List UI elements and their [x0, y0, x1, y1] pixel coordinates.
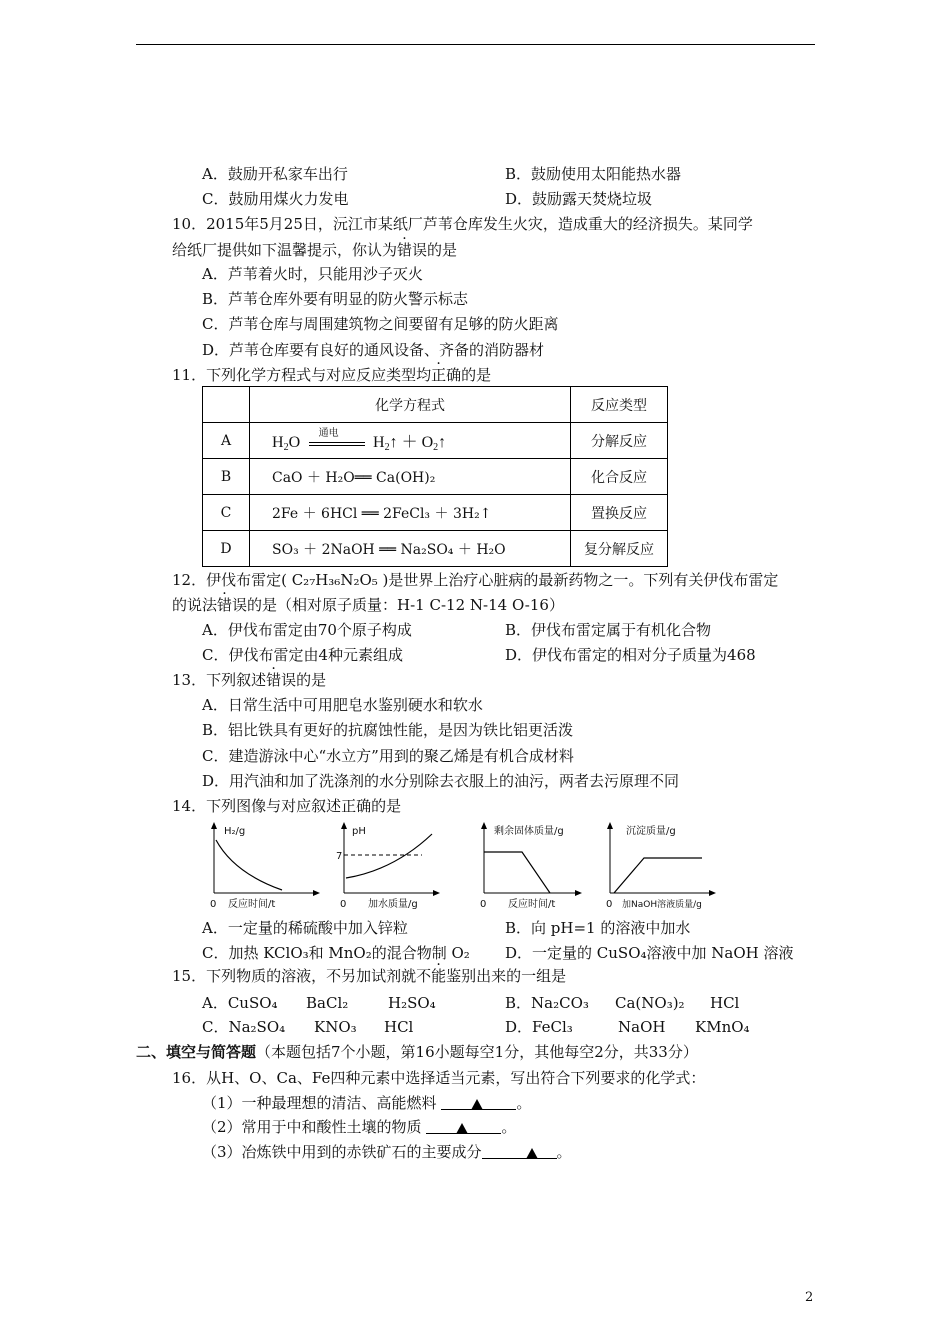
type-c: 置换反应	[571, 495, 668, 531]
graph-d-ylabel: 沉淀质量/g	[626, 826, 676, 837]
triangle-icon	[526, 1148, 538, 1159]
equation-d: SO₃ ＋ 2NaOH ══ Na₂SO₄ ＋ H₂O	[250, 531, 571, 567]
q10-option-d: D．芦苇仓库要有良好的通风设备、齐备的消防器材	[202, 341, 545, 359]
q16-part-1: （1）一种最理想的清洁、高能燃料 。	[202, 1094, 532, 1112]
equation-a: $H_2O$ 通电 $H_2↑$ ＋ $O_2↑$	[250, 423, 571, 459]
q11-stem: 11．下列化学方程式与对应反应类型均正确的是	[172, 366, 492, 384]
row-label: B	[203, 459, 250, 495]
q14-option-a: A．一定量的稀硫酸中加入锌粒	[202, 919, 408, 937]
page-number: 2	[805, 1290, 814, 1305]
equation-c: 2Fe ＋ 6HCl ══ 2FeCl₃ ＋ 3H₂↑	[250, 495, 571, 531]
graph-a-xlabel: 反应时间/t	[228, 899, 276, 910]
graph-d-xlabel: 加NaOH溶液质量/g	[622, 900, 702, 910]
q13-option-a: A．日常生活中可用肥皂水鉴别硬水和软水	[202, 696, 483, 714]
row-label: A	[203, 423, 250, 459]
q15-stem: 15．下列物质的溶液，不另加试剂就不能鉴别出来的一组是	[172, 967, 567, 985]
q12-stem-line2: 的说法错误的是（相对原子质量：H-1 C-12 N-14 O-16）	[172, 596, 564, 614]
section-2-heading: 二、填空与简答题（本题包括7个小题，第16小题每空1分，其他每空2分，共33分）	[136, 1043, 698, 1061]
q14-option-b: B．向 pH=1 的溶液中加水	[505, 919, 691, 937]
q15-option-a: A．CuSO₄ BaCl₂ H₂SO₄	[202, 994, 436, 1012]
emphasis-mark: 能	[431, 967, 447, 985]
emphasis-mark: 正	[431, 366, 447, 384]
q15-option-b: B．Na₂CO₃ Ca(NO₃)₂ HCl	[505, 994, 740, 1012]
q10-stem-line2: 给纸厂提供如下温馨提示，你认为错误的是	[172, 241, 458, 259]
graph-c	[474, 818, 586, 913]
q10-option-c: C．芦苇仓库与周围建筑物之间要留有足够的防火距离	[202, 315, 559, 333]
header-type: 反应类型	[571, 387, 668, 423]
q12-option-b: B．伊伐布雷定属于有机化合物	[505, 621, 712, 639]
answer-blank[interactable]	[441, 1095, 516, 1110]
graph-c-xlabel: 反应时间/t	[508, 899, 556, 910]
q10-option-a: A．芦苇着火时，只能用沙子灭火	[202, 265, 423, 283]
q14-option-c: C．加热 KClO₃和 MnO₂的混合物制 O₂	[202, 944, 470, 962]
graph-b	[334, 818, 444, 913]
triangle-icon	[456, 1123, 468, 1134]
graph-c-origin: 0	[480, 899, 487, 910]
q12-option-d: D．伊伐布雷定的相对分子质量为468	[505, 646, 756, 664]
q14-stem: 14．下列图像与对应叙述正确的是	[172, 797, 402, 815]
header-equation: 化学方程式	[250, 387, 571, 423]
q9-option-d: D．鼓励露天焚烧垃圾	[505, 190, 653, 208]
q12-stem-line1: 12．伊伐布雷定( C₂₇H₃₆N₂O₅ )是世界上治疗心脏病的最新药物之一。下列有关伊伐布雷定	[172, 571, 779, 589]
answer-blank[interactable]	[482, 1144, 557, 1159]
q10-option-b: B．芦苇仓库外要有明显的防火警示标志	[202, 290, 469, 308]
q12-option-a: A．伊伐布雷定由70个原子构成	[202, 621, 412, 639]
q9-option-a: A．鼓励开私家车出行	[202, 165, 348, 183]
graph-b-origin: 0	[340, 899, 347, 910]
graph-d	[600, 818, 725, 913]
answer-blank[interactable]	[426, 1119, 501, 1134]
graph-b-ylabel: pH	[352, 826, 366, 837]
emphasis-mark: 错	[266, 671, 282, 689]
q12-option-c: C．伊伐布雷定由4种元素组成	[202, 646, 404, 664]
equation-b: CaO ＋ H₂O══ Ca(OH)₂	[250, 459, 571, 495]
equation-table	[202, 386, 668, 567]
q15-option-d: D．FeCl₃ NaOH KMnO₄	[505, 1018, 750, 1036]
q10-stem-line1: 10．2015年5月25日，沅江市某纸厂芦苇仓库发生火灾，造成重大的经济损失。某同学	[172, 215, 753, 233]
graph-a-ylabel: H₂/g	[224, 826, 246, 837]
graph-d-origin: 0	[606, 899, 613, 910]
q9-option-c: C．鼓励用煤火力发电	[202, 190, 349, 208]
row-label: D	[203, 531, 250, 567]
header-rule	[136, 44, 815, 45]
q16-part-2: （2）常用于中和酸性土壤的物质 。	[202, 1118, 517, 1136]
q13-option-d: D．用汽油和加了洗涤剂的水分别除去衣服上的油污，两者去污原理不同	[202, 772, 680, 790]
graph-b-mark: 7	[336, 851, 343, 862]
q9-option-b: B．鼓励使用太阳能热水器	[505, 165, 682, 183]
q15-option-c: C．Na₂SO₄ KNO₃ HCl	[202, 1018, 414, 1036]
emphasis-mark: 错	[397, 241, 413, 259]
triangle-icon	[471, 1099, 483, 1110]
graph-a-origin: 0	[210, 899, 217, 910]
q16-stem: 16．从H、O、Ca、Fe四种元素中选择适当元素，写出符合下列要求的化学式：	[172, 1069, 706, 1087]
row-label: C	[203, 495, 250, 531]
graph-b-xlabel: 加水质量/g	[368, 899, 418, 910]
type-d: 复分解反应	[571, 531, 668, 567]
type-a: 分解反应	[571, 423, 668, 459]
graph-a	[204, 818, 324, 913]
q16-part-3: （3）冶炼铁中用到的赤铁矿石的主要成分 。	[202, 1143, 572, 1161]
type-b: 化合反应	[571, 459, 668, 495]
q13-option-b: B．铝比铁具有更好的抗腐蚀性能，是因为铁比铝更活泼	[202, 721, 574, 739]
q14-option-d: D．一定量的 CuSO₄溶液中加 NaOH 溶液	[505, 944, 794, 962]
q13-option-c: C．建造游泳中心“水立方”用到的聚乙烯是有机合成材料	[202, 747, 574, 765]
graph-c-ylabel: 剩余固体质量/g	[494, 826, 564, 837]
emphasis-mark: 错	[217, 596, 233, 614]
q13-stem: 13．下列叙述错误的是	[172, 671, 327, 689]
